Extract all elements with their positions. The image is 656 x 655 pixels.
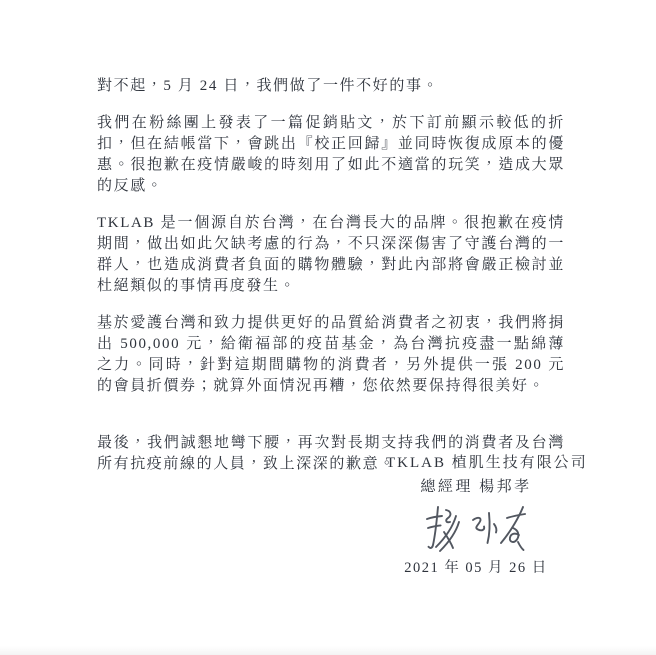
signer-title: 總經理 楊邦孝	[420, 479, 532, 495]
letter-date: 2021 年 05 月 26 日	[404, 560, 548, 576]
handwritten-signature	[386, 501, 566, 557]
company-name: TKLAB 植肌生技有限公司	[386, 455, 588, 471]
letter-body	[97, 76, 588, 491]
paragraph-closing: 最後，我們誠懇地彎下腰，再次對長期支持我們的消費者及台灣所有抗疫前線的人員，致上深深的歉意。	[97, 435, 565, 472]
signature-block	[386, 453, 588, 577]
paragraph-incident: 我們在粉絲團上發表了一篇促銷貼文，於下訂前顯示較低的折扣，但在結帳當下，會跳出『校正回歸』並同時恢復成原本的優惠。很抱歉在疫情嚴峻的時刻用了如此不適當的玩笑，造成大眾的反感。	[97, 115, 565, 194]
paragraph-brand-apology: TKLAB 是一個源自於台灣，在台灣長大的品牌。很抱歉在疫情期間，做出如此欠缺考慮的行為，不只深深傷害了守護台灣的一群人，也造成消費者負面的購物體驗，對此內部將會嚴正檢討並杜絕類似的事情再度發生。	[97, 215, 565, 294]
handwritten-signature-icon	[417, 501, 535, 557]
paragraph-opening: 對不起，5 月 24 日，我們做了一件不好的事。	[97, 78, 440, 94]
paragraph-donation: 基於愛護台灣和致力提供更好的品質給消費者之初衷，我們將捐出 500,000 元，給衛福部的疫苗基金，為台灣抗疫盡一點綿薄之力。同時，針對這期間購物的消費者，另外提供一張 200 元的會員折價券；就算外面情況再糟，您依然要保持得很美好。	[97, 315, 565, 394]
